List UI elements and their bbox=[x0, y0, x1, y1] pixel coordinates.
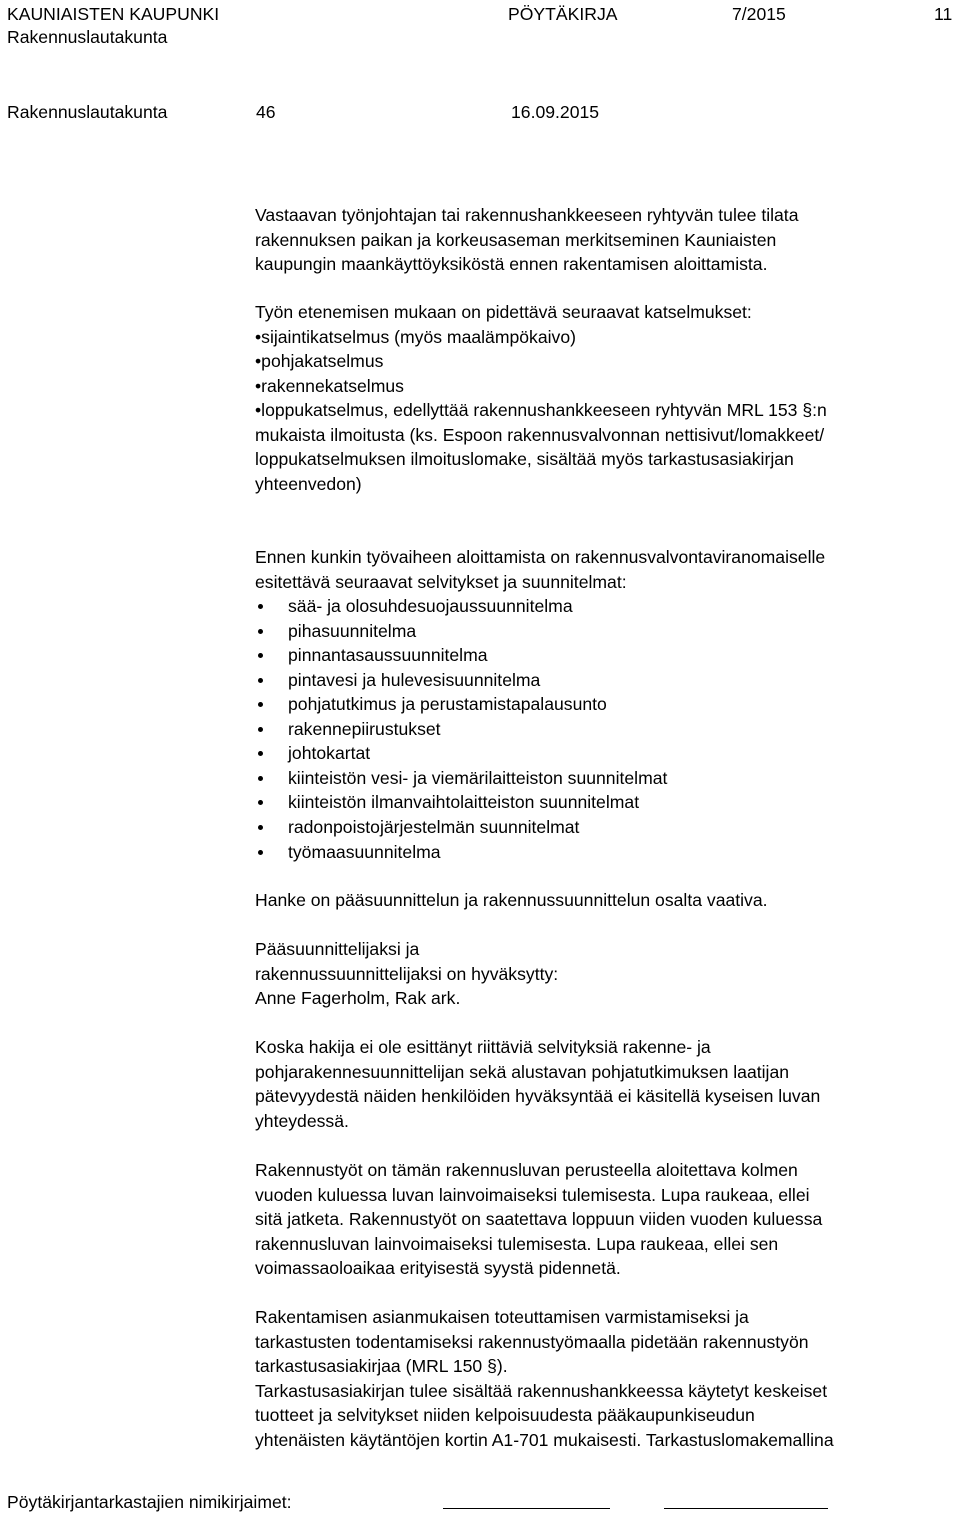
inspections-intro: Työn etenemisen mukaan on pidettävä seuraavat katselmukset: bbox=[255, 302, 752, 322]
plans-intro: Ennen kunkin työvaiheen aloittamista on rakennusvalvontaviranomaiselle esitettävä seuraavat selvitykset ja suunnitelmat: bbox=[255, 547, 826, 592]
paragraph-marking: Vastaavan työnjohtajan tai rakennushankkeeseen ryhtyvän tulee tilata rakennuksen paikan ja korkeusaseman merkitseminen Kauniaisten kaupungin maankäyttöyksiköstä ennen rakentamisen aloittamista. bbox=[255, 205, 799, 274]
paragraph-inspection-document: Rakentamisen asianmukaisen toteuttamisen varmistamiseksi ja tarkastusten todentamiseksi rakennustyömaalla pidetään rakennustyön tarkastusasiakirjaa (MRL 150 §). Tarkastusasiakirjan tulee sisältää rakennushankkeessa käytetyt keskeiset tuotteet ja selvitykset niiden kelpoisuudesta pääkaupunkiseudun yhtenäisten käytäntöjen kortin A1-701 mukaisesti. Tarkastuslomakemallina bbox=[255, 1307, 834, 1450]
signature-label: Pöytäkirjantarkastajien nimikirjaimet: bbox=[7, 1492, 292, 1512]
paragraph-qualification: Koska hakija ei ole esittänyt riittäviä selvityksiä rakenne- ja pohjarakennesuunnittelijan sekä alustavan pohjatutkimuksen laatijan pätevyydestä näiden henkilöiden hyväksyntää ei käsitellä kyseisen luvan yhteydessä. bbox=[255, 1037, 821, 1131]
document-type: PÖYTÄKIRJA bbox=[508, 4, 618, 24]
list-item: •pohjakatselmus bbox=[255, 351, 384, 371]
org-name: KAUNIAISTEN KAUPUNKI bbox=[7, 4, 220, 24]
paragraph-validity: Rakennustyöt on tämän rakennusluvan perusteella aloitettava kolmen vuoden kuluessa luvan lainvoimaiseksi tulemisesta. Lupa raukeaa, ellei sitä jatketa. Rakennustyöt on saatettava loppuun viiden vuoden kuluessa rakennusluvan lainvoimaiseksi tulemisesta. Lupa raukeaa, ellei sen voimassaoloaikaa erityisestä syystä pidennetä. bbox=[255, 1160, 823, 1278]
meeting-date: 16.09.2015 bbox=[511, 102, 600, 122]
inspections-section: Työn etenemisen mukaan on pidettävä seuraavat katselmukset: •sijaintikatselmus (myös maalämpökaivo) •pohjakatselmus •rakennekatselmus •loppukatselmus, edellyttää rakennushankkeeseen ryhtyvän MRL 153 §:n mukaista ilmoitusta (ks. Espoon rakennusvalvonnan nettisivut/lomakkeet/ loppukatselmuksen ilmoituslomake, sisältää myös tarkastusasiakirjan yhteenvedon) bbox=[255, 300, 960, 496]
list-item: •rakennekatselmus bbox=[255, 375, 404, 396]
page-number: 11 bbox=[934, 4, 953, 24]
signature-line bbox=[443, 1508, 610, 1509]
issue-number: 7/2015 bbox=[732, 4, 786, 24]
paragraph-hanke: Hanke on pääsuunnittelun ja rakennussuunnittelun osalta vaativa. bbox=[255, 890, 768, 910]
paragraph-designer: Pääsuunnittelijaksi ja rakennussuunnittelijaksi on hyväksytty: Anne Fagerholm, Rak ark. bbox=[255, 939, 559, 1008]
section-body: Rakennuslautakunta bbox=[7, 102, 168, 122]
body-name: Rakennuslautakunta bbox=[7, 27, 168, 47]
list-item: •sijaintikatselmus (myös maalämpökaivo) bbox=[255, 326, 576, 347]
list-item: •loppukatselmus, edellyttää rakennushankkeeseen ryhtyvän MRL 153 §:n bbox=[255, 400, 827, 420]
section-number: 46 bbox=[256, 102, 276, 122]
signature-line bbox=[664, 1508, 828, 1509]
